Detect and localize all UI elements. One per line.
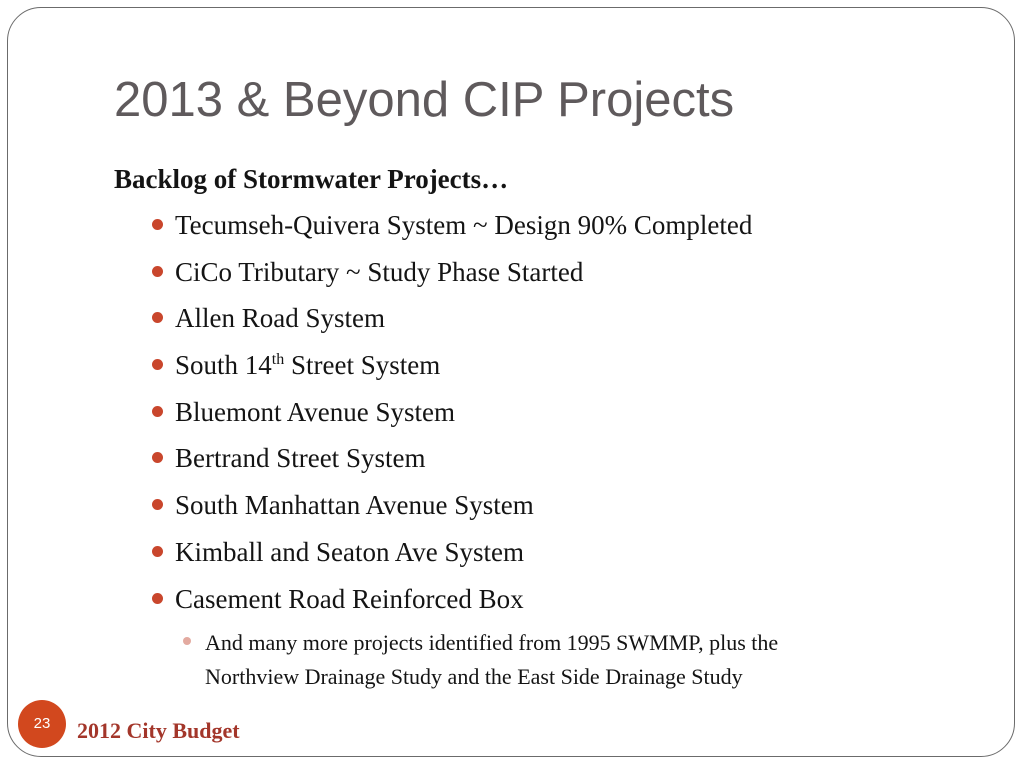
bullet-icon <box>152 499 163 510</box>
project-list <box>152 205 752 625</box>
bullet-icon <box>152 593 163 604</box>
list-item <box>152 345 752 392</box>
list-item-label: South Manhattan Avenue System <box>175 490 534 521</box>
list-item-label-text: South 14 <box>175 350 272 381</box>
list-item-label: Allen Road System <box>175 303 385 334</box>
bullet-icon <box>152 406 163 417</box>
list-item-label: Kimball and Seaton Ave System <box>175 536 524 567</box>
list-item-label: Bluemont Avenue System <box>175 396 455 427</box>
sub-list-item <box>183 626 903 694</box>
ordinal-suffix: th <box>271 351 285 369</box>
list-item <box>152 298 752 345</box>
sub-bullet-icon <box>183 637 191 645</box>
bullet-icon <box>152 546 163 557</box>
section-heading: Backlog of Stormwater Projects… <box>114 164 509 194</box>
bullet-icon <box>152 219 163 230</box>
list-item-label: Casement Road Reinforced Box <box>175 583 524 614</box>
list-item-label: Bertrand Street System <box>175 443 426 474</box>
list-item-label <box>175 350 440 380</box>
list-item <box>152 579 752 626</box>
list-item <box>152 252 752 299</box>
list-item <box>152 438 752 485</box>
list-item-label: CiCo Tributary ~ Study Phase Started <box>175 256 584 287</box>
list-item <box>152 205 752 252</box>
bullet-icon <box>152 452 163 463</box>
bullet-icon <box>152 312 163 323</box>
sub-item-line: Northview Drainage Study and the East Side Drainage Study <box>205 664 743 689</box>
bullet-icon <box>152 359 163 370</box>
list-item-label-rest: Street System <box>284 350 441 381</box>
sub-item-text <box>205 626 903 694</box>
list-item <box>152 392 752 439</box>
sub-item-line: And many more projects identified from 1995 SWMMP, plus the <box>205 630 779 655</box>
footer-text: 2012 City Budget <box>77 718 240 743</box>
page-number-badge: 23 <box>18 700 66 748</box>
slide-title: 2013 & Beyond CIP Projects <box>114 73 735 127</box>
bullet-icon <box>152 266 163 277</box>
list-item <box>152 532 752 579</box>
list-item-label: Tecumseh-Quivera System ~ Design 90% Completed <box>175 210 753 240</box>
list-item <box>152 485 752 532</box>
